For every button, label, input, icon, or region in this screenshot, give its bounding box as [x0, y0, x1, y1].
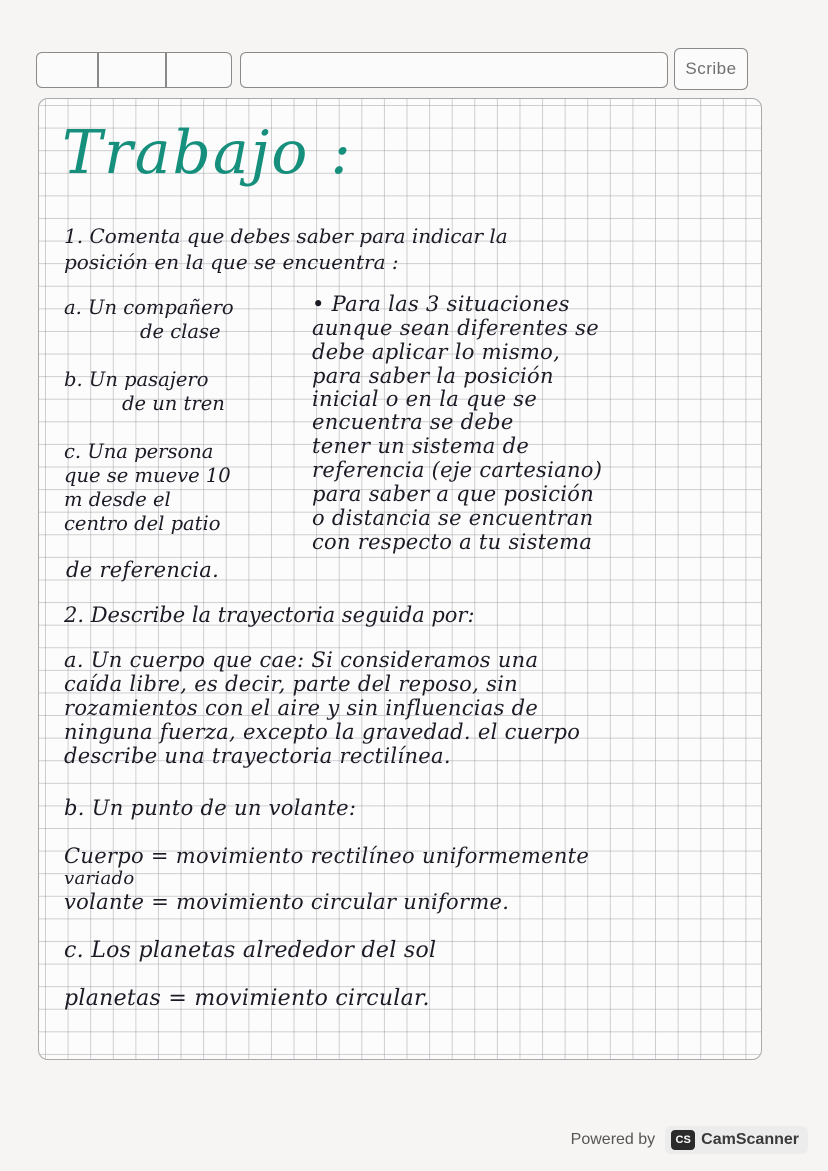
q1-b-label-2: de un tren [122, 392, 225, 415]
q2-c-line: planetas = movimiento circular. [64, 986, 430, 1011]
camscanner-badge [665, 1126, 808, 1154]
q1-c-label-3: m desde el [64, 488, 171, 511]
scanner-footer [571, 1122, 808, 1158]
q1-answer-line: tener un sistema de [312, 434, 530, 458]
q1-answer-line: aunque sean diferentes se [312, 316, 599, 340]
q1-answer-line: con respecto a tu sistema [312, 530, 593, 554]
q2-c-heading: c. Los planetas alrededor del sol [64, 938, 437, 963]
q1-question-line-2: posición en la que se encuentra : [64, 250, 399, 274]
q2-b-line: variado [64, 868, 135, 889]
q2-b-heading: b. Un punto de un volante: [64, 796, 357, 820]
header-date-box [36, 52, 232, 88]
q1-answer-line: para saber la posición [312, 364, 554, 388]
notebook-brand: Scribe [674, 48, 748, 90]
q1-question-line-1: 1. Comenta que debes saber para indicar la [64, 224, 508, 248]
q1-answer-line: referencia (eje cartesiano) [312, 458, 603, 482]
camscanner-name: CamScanner [701, 1131, 799, 1148]
q1-answer-line: inicial o en la que se [312, 387, 538, 411]
camscanner-logo-icon: CS [671, 1130, 695, 1150]
q1-c-label-1: c. Una persona [64, 440, 214, 463]
q1-answer-line: encuentra se debe [312, 410, 514, 434]
q1-answer-line: • Para las 3 situaciones [312, 292, 570, 316]
q1-answer-line: para saber a que posición [312, 482, 595, 506]
header-date-divider [97, 53, 99, 87]
q2-question: 2. Describe la trayectoria seguida por: [64, 603, 475, 627]
q1-answer-line: o distancia se encuentran [312, 506, 594, 530]
header-date-divider [165, 53, 167, 87]
q1-answer-end: de referencia. [66, 558, 220, 582]
q2-b-line: volante = movimiento circular uniforme. [64, 890, 510, 914]
q2-b-line: Cuerpo = movimiento rectilíneo uniformemente [64, 844, 590, 868]
header-title-box [240, 52, 668, 88]
q1-b-label-1: b. Un pasajero [64, 368, 209, 391]
q2-a-line: rozamientos con el aire y sin influencias de [64, 696, 539, 720]
q1-answer-line: debe aplicar lo mismo, [312, 340, 561, 364]
q2-a-line: a. Un cuerpo que cae: Si consideramos una [64, 648, 539, 672]
q2-a-line: ninguna fuerza, excepto la gravedad. el cuerpo [64, 720, 581, 744]
q1-a-label-2: de clase [140, 320, 221, 343]
q2-a-line: caída libre, es decir, parte del reposo, sin [64, 672, 518, 696]
q1-c-label-4: centro del patio [64, 512, 221, 535]
page-title: Trabajo : [62, 118, 353, 188]
q2-a-line: describe una trayectoria rectilínea. [64, 744, 451, 768]
powered-by-text: Powered by [570, 1131, 656, 1148]
q1-a-label-1: a. Un compañero [64, 296, 234, 319]
q1-c-label-2: que se mueve 10 [64, 464, 231, 487]
